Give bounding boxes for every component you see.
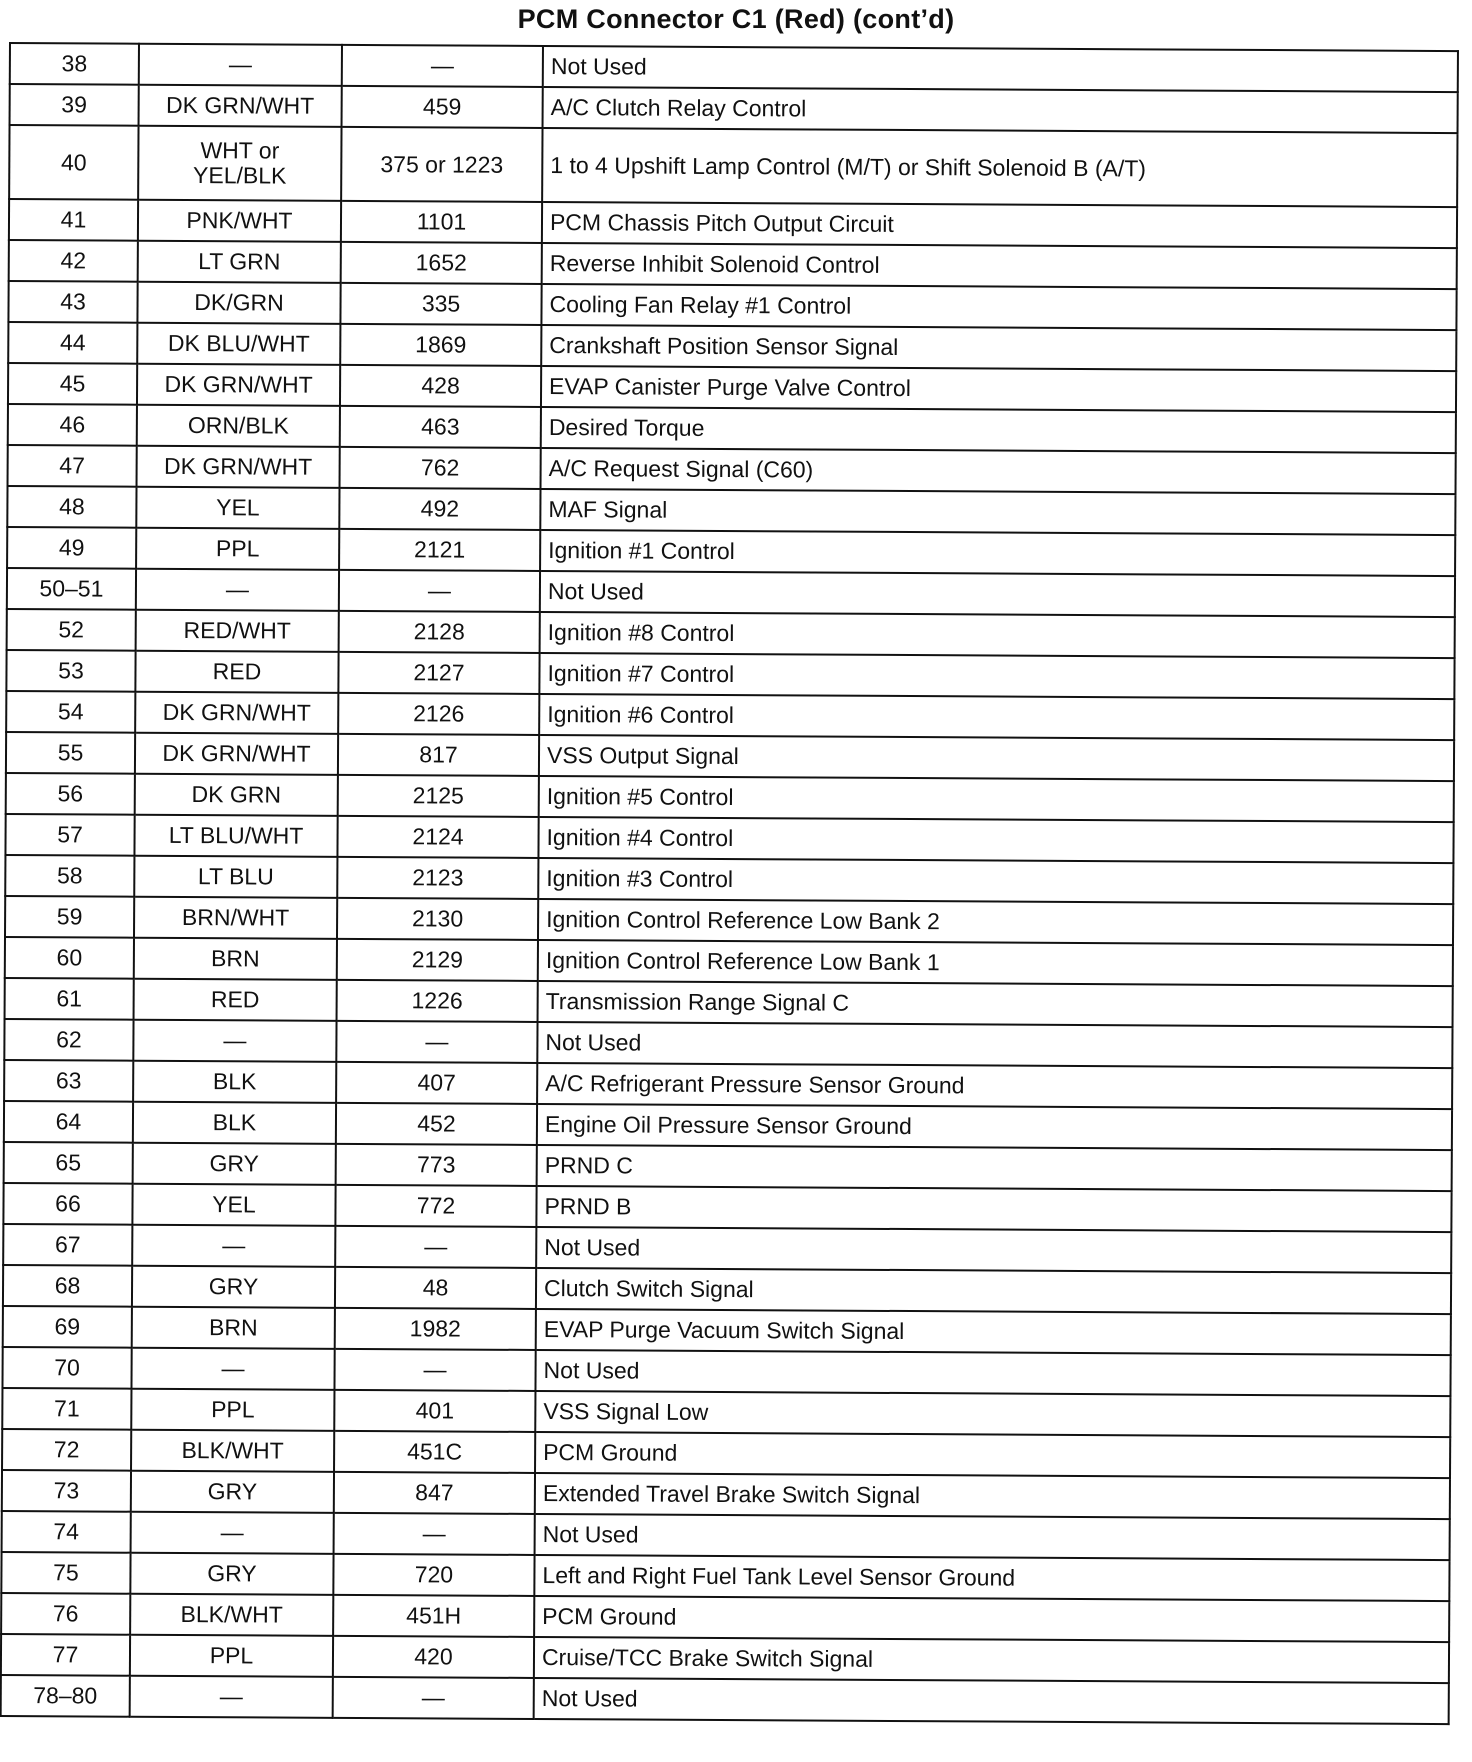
wire-color-cell: LT BLU bbox=[134, 856, 337, 898]
pin-number-cell: 46 bbox=[8, 404, 137, 446]
circuit-number-cell: 817 bbox=[338, 734, 539, 776]
wire-color-cell: BRN/WHT bbox=[134, 897, 337, 939]
wire-color-cell: DK GRN bbox=[135, 774, 338, 816]
wire-color-cell: GRY bbox=[131, 1471, 334, 1513]
function-cell: 1 to 4 Upshift Lamp Control (M/T) or Shift Solenoid B (A/T) bbox=[542, 128, 1457, 207]
function-cell: Not Used bbox=[534, 1678, 1449, 1724]
function-cell: Desired Torque bbox=[541, 407, 1456, 453]
wire-color-cell: BLK bbox=[133, 1102, 336, 1144]
circuit-number-cell: 2126 bbox=[338, 693, 539, 735]
function-cell: PCM Ground bbox=[535, 1432, 1450, 1478]
function-cell: Engine Oil Pressure Sensor Ground bbox=[537, 1104, 1452, 1150]
circuit-number-cell: 463 bbox=[340, 406, 541, 448]
wire-color-cell: GRY bbox=[133, 1143, 336, 1185]
function-cell: Not Used bbox=[537, 1022, 1452, 1068]
circuit-number-cell: 428 bbox=[340, 365, 541, 407]
wire-color-cell: YEL bbox=[136, 487, 339, 529]
function-cell: Ignition #1 Control bbox=[540, 530, 1455, 576]
circuit-number-cell: — bbox=[339, 570, 540, 612]
function-cell: Not Used bbox=[535, 1350, 1450, 1396]
circuit-number-cell: 1652 bbox=[341, 242, 542, 284]
wire-color-cell: RED bbox=[134, 979, 337, 1021]
circuit-number-cell: — bbox=[335, 1226, 536, 1268]
function-cell: Not Used bbox=[543, 46, 1458, 92]
circuit-number-cell: — bbox=[342, 45, 543, 87]
circuit-number-cell: 459 bbox=[342, 86, 543, 128]
pin-number-cell: 57 bbox=[5, 814, 134, 856]
pin-number-cell: 66 bbox=[3, 1183, 132, 1225]
pin-number-cell: 68 bbox=[3, 1265, 132, 1307]
pin-number-cell: 42 bbox=[9, 240, 138, 282]
pin-number-cell: 40 bbox=[9, 125, 138, 200]
pin-number-cell: 54 bbox=[6, 691, 135, 733]
wire-color-cell: BLK bbox=[133, 1061, 336, 1103]
pin-number-cell: 75 bbox=[1, 1552, 130, 1594]
wire-color-cell: DK GRN/WHT bbox=[137, 364, 340, 406]
function-cell: Cooling Fan Relay #1 Control bbox=[541, 284, 1456, 330]
wire-color-cell: GRY bbox=[132, 1266, 335, 1308]
function-cell: Extended Travel Brake Switch Signal bbox=[535, 1473, 1450, 1519]
connector-pinout-table bbox=[0, 42, 1459, 1725]
wire-color-cell: DK GRN/WHT bbox=[137, 446, 340, 488]
circuit-number-cell: 720 bbox=[333, 1554, 534, 1596]
circuit-number-cell: 2130 bbox=[337, 898, 538, 940]
circuit-number-cell: 407 bbox=[336, 1062, 537, 1104]
function-cell: Not Used bbox=[535, 1514, 1450, 1560]
circuit-number-cell: 847 bbox=[334, 1472, 535, 1514]
circuit-number-cell: 451H bbox=[333, 1595, 534, 1637]
circuit-number-cell: 1226 bbox=[337, 980, 538, 1022]
pin-number-cell: 52 bbox=[7, 609, 136, 651]
circuit-number-cell: — bbox=[334, 1349, 535, 1391]
pin-number-cell: 64 bbox=[4, 1101, 133, 1143]
pin-number-cell: 65 bbox=[4, 1142, 133, 1184]
wire-color-cell: RED bbox=[135, 651, 338, 693]
circuit-number-cell: 1101 bbox=[341, 201, 542, 243]
circuit-number-cell: — bbox=[336, 1021, 537, 1063]
wire-color-cell: — bbox=[139, 44, 342, 86]
pin-number-cell: 45 bbox=[8, 363, 137, 405]
wire-color-cell: LT GRN bbox=[138, 241, 341, 283]
pin-number-cell: 59 bbox=[5, 896, 134, 938]
wire-color-cell: — bbox=[131, 1512, 334, 1554]
wire-color-cell: PPL bbox=[131, 1389, 334, 1431]
wire-color-cell: DK BLU/WHT bbox=[137, 323, 340, 365]
circuit-number-cell: — bbox=[334, 1513, 535, 1555]
function-cell: PRND C bbox=[537, 1145, 1452, 1191]
pin-number-cell: 61 bbox=[5, 978, 134, 1020]
pin-number-cell: 44 bbox=[8, 322, 137, 364]
function-cell: A/C Request Signal (C60) bbox=[541, 448, 1456, 494]
function-cell: Cruise/TCC Brake Switch Signal bbox=[534, 1637, 1449, 1683]
function-cell: A/C Clutch Relay Control bbox=[543, 87, 1458, 133]
function-cell: PRND B bbox=[536, 1186, 1451, 1232]
function-cell: Ignition #7 Control bbox=[539, 653, 1454, 699]
function-cell: Reverse Inhibit Solenoid Control bbox=[542, 243, 1457, 289]
function-cell: Clutch Switch Signal bbox=[536, 1268, 1451, 1314]
wire-color-cell: WHT or YEL/BLK bbox=[138, 126, 341, 201]
circuit-number-cell: 401 bbox=[334, 1390, 535, 1432]
function-cell: Transmission Range Signal C bbox=[538, 981, 1453, 1027]
circuit-number-cell: 2123 bbox=[337, 857, 538, 899]
pin-number-cell: 50–51 bbox=[7, 568, 136, 610]
table-row bbox=[1, 1675, 1449, 1724]
wire-color-cell: RED/WHT bbox=[136, 610, 339, 652]
pin-number-cell: 69 bbox=[3, 1306, 132, 1348]
circuit-number-cell: 420 bbox=[333, 1636, 534, 1678]
pin-number-cell: 58 bbox=[5, 855, 134, 897]
function-cell: Not Used bbox=[536, 1227, 1451, 1273]
wire-color-cell: — bbox=[130, 1676, 333, 1718]
pin-number-cell: 38 bbox=[10, 43, 139, 85]
circuit-number-cell: 1982 bbox=[335, 1308, 536, 1350]
wire-color-cell: DK GRN/WHT bbox=[135, 692, 338, 734]
wire-color-cell: — bbox=[136, 569, 339, 611]
circuit-number-cell: 451C bbox=[334, 1431, 535, 1473]
pin-number-cell: 63 bbox=[4, 1060, 133, 1102]
wire-color-cell: BLK/WHT bbox=[131, 1430, 334, 1472]
wire-color-cell: YEL bbox=[132, 1184, 335, 1226]
circuit-number-cell: 2129 bbox=[337, 939, 538, 981]
circuit-number-cell: 2125 bbox=[338, 775, 539, 817]
function-cell: VSS Signal Low bbox=[535, 1391, 1450, 1437]
function-cell: Ignition #6 Control bbox=[539, 694, 1454, 740]
wire-color-cell: ORN/BLK bbox=[137, 405, 340, 447]
function-cell: Crankshaft Position Sensor Signal bbox=[541, 325, 1456, 371]
circuit-number-cell: 2127 bbox=[338, 652, 539, 694]
function-cell: Ignition Control Reference Low Bank 2 bbox=[538, 899, 1453, 945]
pin-number-cell: 62 bbox=[4, 1019, 133, 1061]
pin-number-cell: 47 bbox=[8, 445, 137, 487]
function-cell: PCM Chassis Pitch Output Circuit bbox=[542, 202, 1457, 248]
wire-color-cell: PPL bbox=[136, 528, 339, 570]
circuit-number-cell: 762 bbox=[340, 447, 541, 489]
wire-color-cell: DK GRN/WHT bbox=[139, 85, 342, 127]
function-cell: Ignition #8 Control bbox=[540, 612, 1455, 658]
pin-number-cell: 43 bbox=[8, 281, 137, 323]
pin-number-cell: 71 bbox=[2, 1388, 131, 1430]
page-title: PCM Connector C1 (Red) (cont’d) bbox=[517, 4, 955, 34]
wire-color-cell: PNK/WHT bbox=[138, 200, 341, 242]
function-cell: Ignition Control Reference Low Bank 1 bbox=[538, 940, 1453, 986]
pin-number-cell: 55 bbox=[6, 732, 135, 774]
wire-color-cell: PPL bbox=[130, 1635, 333, 1677]
circuit-number-cell: 772 bbox=[335, 1185, 536, 1227]
wire-color-cell: BLK/WHT bbox=[130, 1594, 333, 1636]
function-cell: Ignition #5 Control bbox=[539, 776, 1454, 822]
pin-number-cell: 53 bbox=[6, 650, 135, 692]
pin-number-cell: 39 bbox=[10, 84, 139, 126]
wire-color-cell: LT BLU/WHT bbox=[134, 815, 337, 857]
pin-number-cell: 78–80 bbox=[1, 1675, 130, 1717]
circuit-number-cell: 492 bbox=[339, 488, 540, 530]
pin-number-cell: 60 bbox=[5, 937, 134, 979]
pin-number-cell: 72 bbox=[2, 1429, 131, 1471]
wire-color-cell: BRN bbox=[132, 1307, 335, 1349]
pinout-rows bbox=[1, 43, 1458, 1724]
circuit-number-cell: 773 bbox=[336, 1144, 537, 1186]
wire-color-cell: DK GRN/WHT bbox=[135, 733, 338, 775]
function-cell: MAF Signal bbox=[540, 489, 1455, 535]
pin-number-cell: 49 bbox=[7, 527, 136, 569]
function-cell: Not Used bbox=[540, 571, 1455, 617]
function-cell: EVAP Canister Purge Valve Control bbox=[541, 366, 1456, 412]
function-cell: Ignition #3 Control bbox=[538, 858, 1453, 904]
circuit-number-cell: 2128 bbox=[339, 611, 540, 653]
circuit-number-cell: 2121 bbox=[339, 529, 540, 571]
circuit-number-cell: 452 bbox=[336, 1103, 537, 1145]
pin-number-cell: 77 bbox=[1, 1634, 130, 1676]
wire-color-cell: DK/GRN bbox=[137, 282, 340, 324]
function-cell: VSS Output Signal bbox=[539, 735, 1454, 781]
pin-number-cell: 56 bbox=[6, 773, 135, 815]
function-cell: Left and Right Fuel Tank Level Sensor Ground bbox=[534, 1555, 1449, 1601]
table-row bbox=[9, 125, 1457, 207]
function-cell: A/C Refrigerant Pressure Sensor Ground bbox=[537, 1063, 1452, 1109]
pin-number-cell: 70 bbox=[2, 1347, 131, 1389]
function-cell: PCM Ground bbox=[534, 1596, 1449, 1642]
wire-color-cell: — bbox=[132, 1225, 335, 1267]
circuit-number-cell: 375 or 1223 bbox=[341, 127, 542, 202]
wire-color-cell: — bbox=[133, 1020, 336, 1062]
circuit-number-cell: 2124 bbox=[337, 816, 538, 858]
pin-number-cell: 41 bbox=[9, 199, 138, 241]
pin-number-cell: 48 bbox=[7, 486, 136, 528]
wire-color-cell: BRN bbox=[134, 938, 337, 980]
circuit-number-cell: 48 bbox=[335, 1267, 536, 1309]
pin-number-cell: 67 bbox=[3, 1224, 132, 1266]
pin-number-cell: 76 bbox=[1, 1593, 130, 1635]
pin-number-cell: 74 bbox=[2, 1511, 131, 1553]
circuit-number-cell: — bbox=[333, 1677, 534, 1719]
function-cell: EVAP Purge Vacuum Switch Signal bbox=[536, 1309, 1451, 1355]
function-cell: Ignition #4 Control bbox=[538, 817, 1453, 863]
wire-color-cell: GRY bbox=[130, 1553, 333, 1595]
circuit-number-cell: 335 bbox=[340, 283, 541, 325]
pin-number-cell: 73 bbox=[2, 1470, 131, 1512]
circuit-number-cell: 1869 bbox=[340, 324, 541, 366]
wire-color-cell: — bbox=[131, 1348, 334, 1390]
